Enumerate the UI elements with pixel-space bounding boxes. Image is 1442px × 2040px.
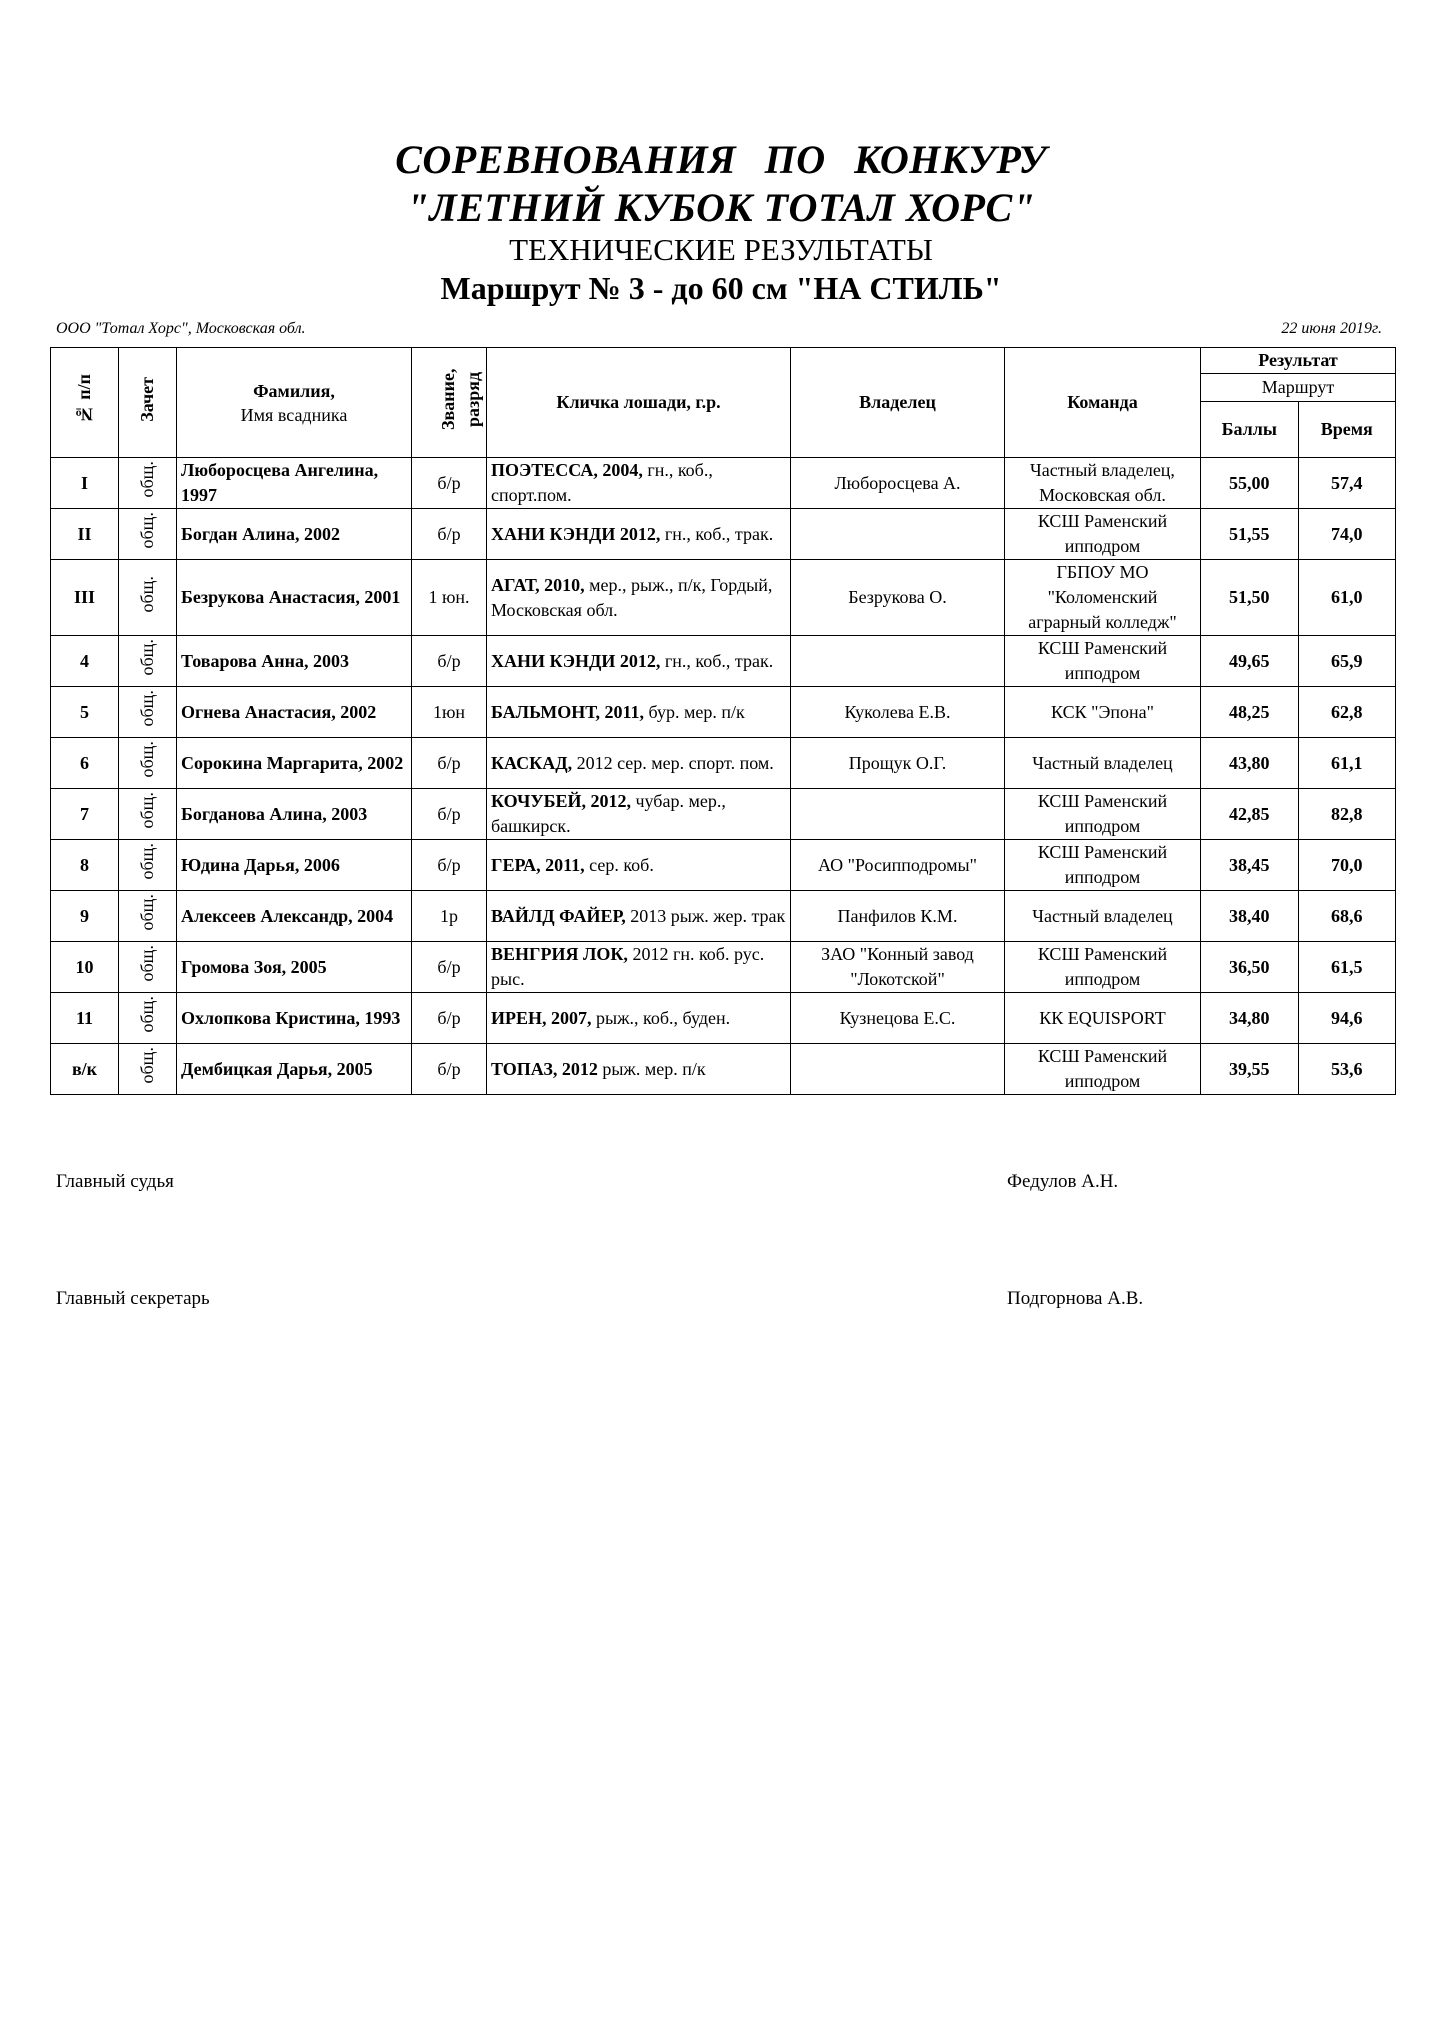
zachet-cell: общ. — [119, 891, 177, 942]
rider-cell: Дембицкая Дарья, 2005 — [177, 1044, 412, 1095]
team-cell: КСШ Раменский ипподром — [1005, 509, 1201, 560]
rider-cell: Громова Зоя, 2005 — [177, 942, 412, 993]
table-row — [51, 891, 1396, 942]
zachet-cell: общ. — [119, 687, 177, 738]
time-cell: 65,9 — [1298, 636, 1396, 687]
team-cell: КСШ Раменский ипподром — [1005, 1044, 1201, 1095]
time-cell: 82,8 — [1298, 789, 1396, 840]
header-owner: Владелец — [791, 348, 1005, 458]
judge-name: Федулов А.Н. — [1007, 1171, 1119, 1192]
event-date: 22 июня 2019г. — [1281, 320, 1382, 337]
table-row — [51, 687, 1396, 738]
rider-cell: Сорокина Маргарита, 2002 — [177, 738, 412, 789]
secretary-name: Подгорнова А.В. — [1007, 1288, 1144, 1309]
horse-cell: АГАТ, 2010, мер., рыж., п/к, Гордый, Московская обл. — [487, 560, 791, 636]
team-cell: КСШ Раменский ипподром — [1005, 636, 1201, 687]
owner-cell — [791, 1044, 1005, 1095]
table-row — [51, 458, 1396, 509]
points-cell: 51,55 — [1201, 509, 1299, 560]
owner-cell: Кузнецова Е.С. — [791, 993, 1005, 1044]
title-line-2: "ЛЕТНИЙ КУБОК ТОТАЛ ХОРС" — [406, 185, 1036, 230]
zachet-cell: общ. — [119, 560, 177, 636]
table-row — [51, 560, 1396, 636]
horse-cell: ИРЕН, 2007, рыж., коб., буден. — [487, 993, 791, 1044]
time-cell: 62,8 — [1298, 687, 1396, 738]
table-row — [51, 840, 1396, 891]
time-cell: 61,0 — [1298, 560, 1396, 636]
team-cell: КСШ Раменский ипподром — [1005, 840, 1201, 891]
time-cell: 94,6 — [1298, 993, 1396, 1044]
team-cell: Частный владелец, Московская обл. — [1005, 458, 1201, 509]
team-cell: КСШ Раменский ипподром — [1005, 942, 1201, 993]
table-row — [51, 942, 1396, 993]
header-horse: Кличка лошади, г.р. — [487, 348, 791, 458]
time-cell: 57,4 — [1298, 458, 1396, 509]
header-rider: Фамилия, Имя всадника — [177, 348, 412, 458]
rank-cell: б/р — [412, 636, 487, 687]
zachet-cell: общ. — [119, 509, 177, 560]
header-time: Время — [1298, 402, 1396, 458]
place-cell: 9 — [51, 891, 119, 942]
rank-cell: 1 юн. — [412, 560, 487, 636]
owner-cell — [791, 509, 1005, 560]
rider-cell: Богдан Алина, 2002 — [177, 509, 412, 560]
header-result: Результат — [1201, 348, 1396, 374]
table-row — [51, 789, 1396, 840]
points-cell: 38,40 — [1201, 891, 1299, 942]
rank-cell: б/р — [412, 458, 487, 509]
horse-cell: ГЕРА, 2011, сер. коб. — [487, 840, 791, 891]
place-cell: 10 — [51, 942, 119, 993]
place-cell: 8 — [51, 840, 119, 891]
owner-cell: Люборосцева А. — [791, 458, 1005, 509]
time-cell: 53,6 — [1298, 1044, 1396, 1095]
time-cell: 68,6 — [1298, 891, 1396, 942]
horse-cell: КОЧУБЕЙ, 2012, чубар. мер., башкирск. — [487, 789, 791, 840]
horse-cell: ТОПАЗ, 2012 рыж. мер. п/к — [487, 1044, 791, 1095]
team-cell: ГБПОУ МО "Коломенский аграрный колледж" — [1005, 560, 1201, 636]
rank-cell: б/р — [412, 789, 487, 840]
rider-cell: Юдина Дарья, 2006 — [177, 840, 412, 891]
table-row — [51, 636, 1396, 687]
table-row — [51, 1044, 1396, 1095]
owner-cell: Куколева Е.В. — [791, 687, 1005, 738]
place-cell: 7 — [51, 789, 119, 840]
time-cell: 70,0 — [1298, 840, 1396, 891]
rank-cell: 1юн — [412, 687, 487, 738]
owner-cell: Панфилов К.М. — [791, 891, 1005, 942]
owner-cell — [791, 636, 1005, 687]
team-cell: КСК "Эпона" — [1005, 687, 1201, 738]
place-cell: III — [51, 560, 119, 636]
place-cell: II — [51, 509, 119, 560]
team-cell: КСШ Раменский ипподром — [1005, 789, 1201, 840]
rider-cell: Алексеев Александр, 2004 — [177, 891, 412, 942]
table-row — [51, 993, 1396, 1044]
horse-cell: ПОЭТЕССА, 2004, гн., коб., спорт.пом. — [487, 458, 791, 509]
owner-cell: ЗАО "Конный завод "Локотской" — [791, 942, 1005, 993]
zachet-cell: общ. — [119, 738, 177, 789]
rider-cell: Люборосцева Ангелина, 1997 — [177, 458, 412, 509]
rank-cell: б/р — [412, 942, 487, 993]
rank-cell: б/р — [412, 738, 487, 789]
rank-cell: б/р — [412, 1044, 487, 1095]
place-cell: 5 — [51, 687, 119, 738]
horse-cell: ХАНИ КЭНДИ 2012, гн., коб., трак. — [487, 636, 791, 687]
zachet-cell: общ. — [119, 458, 177, 509]
header-rank: Звание, разряд — [412, 348, 487, 458]
horse-cell: ХАНИ КЭНДИ 2012, гн., коб., трак. — [487, 509, 791, 560]
organizer: ООО "Тотал Хорс", Московская обл. — [56, 320, 306, 337]
points-cell: 49,65 — [1201, 636, 1299, 687]
rank-cell: б/р — [412, 993, 487, 1044]
place-cell: 11 — [51, 993, 119, 1044]
points-cell: 48,25 — [1201, 687, 1299, 738]
table-row — [51, 738, 1396, 789]
header-zachet: Зачет — [119, 348, 177, 458]
horse-cell: ВЕНГРИЯ ЛОК, 2012 гн. коб. рус. рыс. — [487, 942, 791, 993]
points-cell: 51,50 — [1201, 560, 1299, 636]
header-points: Баллы — [1201, 402, 1299, 458]
rank-cell: б/р — [412, 840, 487, 891]
title-line-1: СОРЕВНОВАНИЯ ПО КОНКУРУ — [395, 137, 1047, 182]
rank-cell: 1р — [412, 891, 487, 942]
header-route: Маршрут — [1201, 374, 1396, 402]
rider-cell: Безрукова Анастасия, 2001 — [177, 560, 412, 636]
table-row — [51, 509, 1396, 560]
points-cell: 34,80 — [1201, 993, 1299, 1044]
zachet-cell: общ. — [119, 993, 177, 1044]
points-cell: 36,50 — [1201, 942, 1299, 993]
zachet-cell: общ. — [119, 942, 177, 993]
time-cell: 74,0 — [1298, 509, 1396, 560]
place-cell: 4 — [51, 636, 119, 687]
header-team: Команда — [1005, 348, 1201, 458]
subtitle: ТЕХНИЧЕСКИЕ РЕЗУЛЬТАТЫ — [509, 232, 933, 267]
zachet-cell: общ. — [119, 1044, 177, 1095]
points-cell: 39,55 — [1201, 1044, 1299, 1095]
secretary-label: Главный секретарь — [56, 1288, 210, 1309]
points-cell: 55,00 — [1201, 458, 1299, 509]
points-cell: 43,80 — [1201, 738, 1299, 789]
owner-cell: Прощук О.Г. — [791, 738, 1005, 789]
rider-cell: Богданова Алина, 2003 — [177, 789, 412, 840]
owner-cell: АО "Росипподромы" — [791, 840, 1005, 891]
rank-cell: б/р — [412, 509, 487, 560]
place-cell: 6 — [51, 738, 119, 789]
horse-cell: КАСКАД, 2012 сер. мер. спорт. пом. — [487, 738, 791, 789]
judge-label: Главный судья — [56, 1171, 174, 1192]
rider-cell: Охлопкова Кристина, 1993 — [177, 993, 412, 1044]
header-num: № п/п — [51, 348, 119, 458]
rider-cell: Огнева Анастасия, 2002 — [177, 687, 412, 738]
owner-cell — [791, 789, 1005, 840]
horse-cell: ВАЙЛД ФАЙЕР, 2013 рыж. жер. трак — [487, 891, 791, 942]
zachet-cell: общ. — [119, 840, 177, 891]
owner-cell: Безрукова О. — [791, 560, 1005, 636]
rider-cell: Товарова Анна, 2003 — [177, 636, 412, 687]
team-cell: КК EQUISPORT — [1005, 993, 1201, 1044]
team-cell: Частный владелец — [1005, 738, 1201, 789]
results-table — [50, 347, 1396, 1095]
zachet-cell: общ. — [119, 789, 177, 840]
points-cell: 38,45 — [1201, 840, 1299, 891]
time-cell: 61,5 — [1298, 942, 1396, 993]
horse-cell: БАЛЬМОНТ, 2011, бур. мер. п/к — [487, 687, 791, 738]
points-cell: 42,85 — [1201, 789, 1299, 840]
place-cell: I — [51, 458, 119, 509]
place-cell: в/к — [51, 1044, 119, 1095]
time-cell: 61,1 — [1298, 738, 1396, 789]
route-title: Маршрут № 3 - до 60 см "НА СТИЛЬ" — [440, 270, 1002, 306]
team-cell: Частный владелец — [1005, 891, 1201, 942]
zachet-cell: общ. — [119, 636, 177, 687]
